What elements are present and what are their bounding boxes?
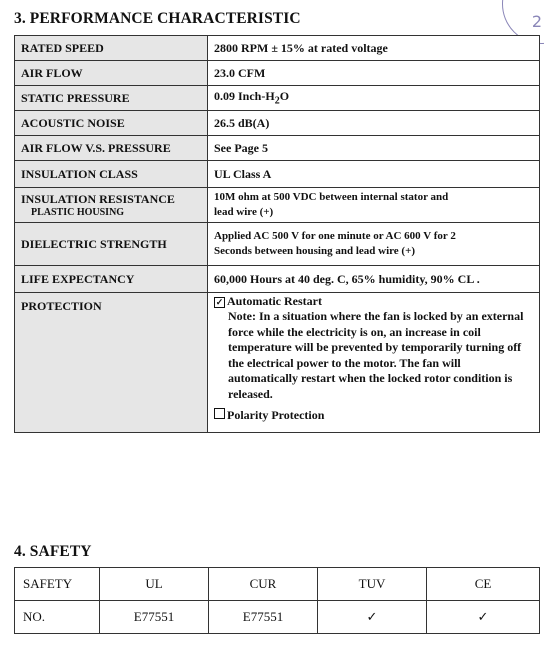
label-text: INSULATION RESISTANCE [21,192,175,206]
row-value [208,188,540,223]
value-text: 0.09 Inch-H [214,89,275,104]
row-label: AIR FLOW V.S. PRESSURE [15,136,208,161]
table-row [15,111,540,136]
value-line: 10M ohm at 500 VDC between internal stator and [214,191,449,203]
checkmark-icon: ✓ [427,601,540,634]
note-line: automatically restart when the locked rotor condition is [228,371,513,385]
row-value [208,86,540,111]
checked-checkbox-icon: ✓ [215,297,224,307]
column-header: UL [100,568,209,601]
column-header: CE [427,568,540,601]
row-label: LIFE EXPECTANCY [15,266,208,293]
unchecked-checkbox-icon [214,408,225,419]
row-label: PROTECTION [15,293,208,433]
sub-label: PLASTIC HOUSING [31,207,125,218]
row-label: AIR FLOW [15,61,208,86]
note-line: released. [228,386,273,401]
row-label: ACOUSTIC NOISE [15,111,208,136]
table-row [15,161,540,188]
table-row [15,86,540,111]
table-row [15,36,540,61]
table-row [15,601,540,634]
row-value [208,293,540,433]
option-label: Automatic Restart [227,294,322,308]
note-line: temperature will be prevented by temporarily turning off [228,340,522,354]
value-line: Applied AC 500 V for one minute or AC 600 V for 2 [214,230,456,242]
row-label: STATIC PRESSURE [15,86,208,111]
table-row [15,293,540,433]
row-value [208,223,540,266]
row-label [15,188,208,223]
row-value: UL Class A [208,161,540,188]
table-row [15,266,540,293]
table-row [15,61,540,86]
table-row [15,188,540,223]
value-line: Seconds between housing and lead wire (+) [214,245,416,257]
stamp-text: 2 [531,12,542,31]
protection-note [214,309,533,402]
section-3-title: 3. PERFORMANCE CHARACTERISTIC [14,10,301,27]
table-cell: E77551 [100,601,209,634]
section-4-title: 4. SAFETY [14,543,92,560]
row-label: DIELECTRIC STRENGTH [15,223,208,266]
table-row [15,136,540,161]
option-polarity-protection [214,408,533,423]
table-cell: E77551 [209,601,318,634]
note-line: Note: In a situation where the fan is locked by an external [228,309,524,323]
row-value: 26.5 dB(A) [208,111,540,136]
value-text: O [279,89,290,104]
checkmark-icon: ✓ [318,601,427,634]
subscript: 2 [274,95,280,107]
row-label: INSULATION CLASS [15,161,208,188]
table-row [15,223,540,266]
performance-table [14,35,540,433]
table-header-row [15,568,540,601]
row-label: RATED SPEED [15,36,208,61]
note-line: the electrical power to the motor. The fan will [228,355,461,370]
note-line: force while the electricity is on, an increase in coil [228,324,481,339]
safety-table [14,567,540,634]
column-header: CUR [209,568,318,601]
row-value: See Page 5 [208,136,540,161]
row-value: 23.0 CFM [208,61,540,86]
row-value: 2800 RPM ± 15% at rated voltage [208,36,540,61]
value-line: lead wire (+) [214,206,274,218]
table-cell: NO. [15,601,100,634]
row-value: 60,000 Hours at 40 deg. C, 65% humidity, 90% CL . [208,266,540,293]
column-header: TUV [318,568,427,601]
option-label: Polarity Protection [227,408,325,422]
option-automatic-restart [214,294,533,309]
column-header: SAFETY [15,568,100,601]
